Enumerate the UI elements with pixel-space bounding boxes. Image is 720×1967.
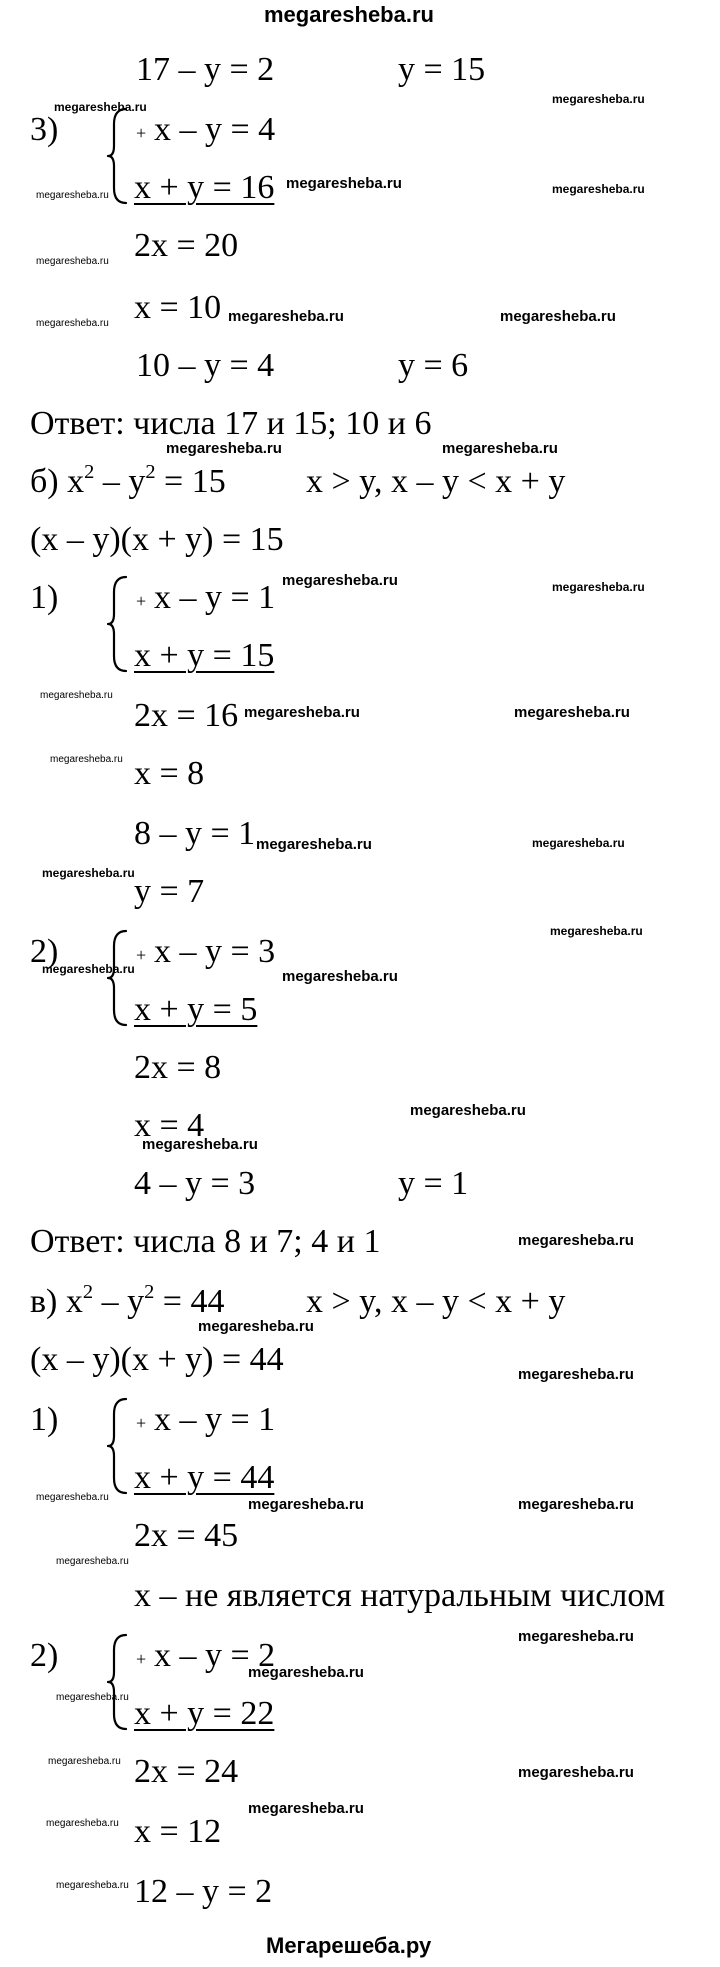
- equation-2: x + y = 5: [134, 991, 258, 1028]
- watermark: megaresheba.ru: [56, 1556, 129, 1567]
- sum-line: 2x = 16: [134, 697, 239, 734]
- x-value: x = 12: [134, 1813, 222, 1850]
- watermark: megaresheba.ru: [518, 1628, 634, 1645]
- equation-1: x – y = 1: [154, 579, 276, 616]
- watermark: megaresheba.ru: [36, 318, 109, 329]
- substitution: 10 – y = 4: [136, 347, 275, 384]
- watermark: megaresheba.ru: [550, 924, 643, 938]
- case-1-label: 1): [30, 579, 59, 616]
- system-brace: [106, 574, 130, 674]
- watermark: megaresheba.ru: [518, 1496, 634, 1513]
- watermark: megaresheba.ru: [286, 175, 402, 192]
- part-c-factored: (x – y)(x + y) = 44: [30, 1341, 284, 1378]
- equation-2: x + y = 44: [134, 1459, 275, 1496]
- watermark: megaresheba.ru: [46, 1818, 119, 1829]
- equation-2: x + y = 22: [134, 1695, 275, 1732]
- part-b-equation: б) $x^2 - y^2 = 15$: [30, 461, 226, 500]
- sum-line: 2x = 24: [134, 1753, 239, 1790]
- answer-a: Ответ: числа 17 и 15; 10 и 6: [30, 405, 432, 442]
- watermark: megaresheba.ru: [518, 1764, 634, 1781]
- watermark: megaresheba.ru: [48, 1756, 121, 1767]
- part-c-condition: x > y, x – y < x + y: [306, 1283, 566, 1320]
- watermark: megaresheba.ru: [228, 308, 344, 325]
- watermark: megaresheba.ru: [514, 704, 630, 721]
- watermark: megaresheba.ru: [518, 1366, 634, 1383]
- watermark: megaresheba.ru: [552, 580, 645, 594]
- plus-sign: +: [136, 945, 147, 965]
- watermark: megaresheba.ru: [198, 1318, 314, 1335]
- plus-sign: +: [136, 1649, 147, 1669]
- plus-sign: +: [136, 591, 147, 611]
- part-b-factored: (x – y)(x + y) = 15: [30, 521, 284, 558]
- x-value: x = 4: [134, 1107, 205, 1144]
- watermark: megaresheba.ru: [552, 182, 645, 196]
- equation-1: x – y = 4: [154, 111, 276, 148]
- watermark: megaresheba.ru: [42, 962, 135, 976]
- watermark: megaresheba.ru: [36, 190, 109, 201]
- sum-line: 2x = 20: [134, 227, 239, 264]
- watermark: megaresheba.ru: [244, 704, 360, 721]
- watermark: megaresheba.ru: [248, 1496, 364, 1513]
- watermark: megaresheba.ru: [36, 1492, 109, 1503]
- equation-1: x – y = 1: [154, 1401, 276, 1438]
- watermark: megaresheba.ru: [500, 308, 616, 325]
- watermark: megaresheba.ru: [248, 1664, 364, 1681]
- watermark: megaresheba.ru: [36, 256, 109, 267]
- system-brace: [106, 1396, 130, 1496]
- case-2-label: 2): [30, 1637, 59, 1674]
- watermark: megaresheba.ru: [410, 1102, 526, 1119]
- watermark: megaresheba.ru: [56, 1880, 129, 1891]
- y-value: y = 6: [398, 347, 469, 384]
- part-b-condition: x > y, x – y < x + y: [306, 463, 566, 500]
- case-2-label: 2): [30, 933, 59, 970]
- watermark: megaresheba.ru: [282, 968, 398, 985]
- system-brace: [106, 106, 130, 206]
- equation-2: x + y = 16: [134, 169, 275, 206]
- substitution: 12 – y = 2: [134, 1873, 273, 1910]
- watermark: megaresheba.ru: [40, 690, 113, 701]
- equation-1: x – y = 2: [154, 1637, 276, 1674]
- watermark: megaresheba.ru: [442, 440, 558, 457]
- plus-sign: +: [136, 123, 147, 143]
- equation-2: x + y = 15: [134, 637, 275, 674]
- y-value: y = 7: [134, 873, 205, 910]
- system-brace: [106, 928, 130, 1028]
- answer-b: Ответ: числа 8 и 7; 4 и 1: [30, 1223, 381, 1260]
- sum-line: 2x = 45: [134, 1517, 239, 1554]
- watermark: megaresheba.ru: [552, 92, 645, 106]
- y-value: y = 1: [398, 1165, 469, 1202]
- watermark: megaresheba.ru: [50, 754, 123, 765]
- equation-1: x – y = 3: [154, 933, 276, 970]
- line-y-15: y = 15: [398, 51, 486, 88]
- plus-sign: +: [136, 1413, 147, 1433]
- watermark: megaresheba.ru: [248, 1800, 364, 1817]
- system-brace: [106, 1632, 130, 1732]
- watermark: megaresheba.ru: [532, 836, 625, 850]
- header-site-name: megaresheba.ru: [264, 2, 434, 27]
- sum-line: 2x = 8: [134, 1049, 222, 1086]
- not-natural-note: x – не является натуральным числом: [134, 1577, 666, 1614]
- watermark: megaresheba.ru: [56, 1692, 129, 1703]
- case-1-label: 1): [30, 1401, 59, 1438]
- footer-site-name: Мегарешеба.ру: [266, 1933, 432, 1958]
- case-3-label: 3): [30, 111, 59, 148]
- watermark: megaresheba.ru: [54, 100, 147, 114]
- substitution: 4 – y = 3: [134, 1165, 256, 1202]
- watermark: megaresheba.ru: [518, 1232, 634, 1249]
- watermark: megaresheba.ru: [256, 836, 372, 853]
- x-value: x = 8: [134, 755, 205, 792]
- line-17-minus-y: 17 – y = 2: [136, 51, 275, 88]
- part-c-equation: в) $x^2 - y^2 = 44$: [30, 1281, 225, 1320]
- watermark: megaresheba.ru: [142, 1136, 258, 1153]
- x-value: x = 10: [134, 289, 222, 326]
- watermark: megaresheba.ru: [42, 866, 135, 880]
- watermark: megaresheba.ru: [166, 440, 282, 457]
- watermark: megaresheba.ru: [282, 572, 398, 589]
- substitution: 8 – y = 1: [134, 815, 256, 852]
